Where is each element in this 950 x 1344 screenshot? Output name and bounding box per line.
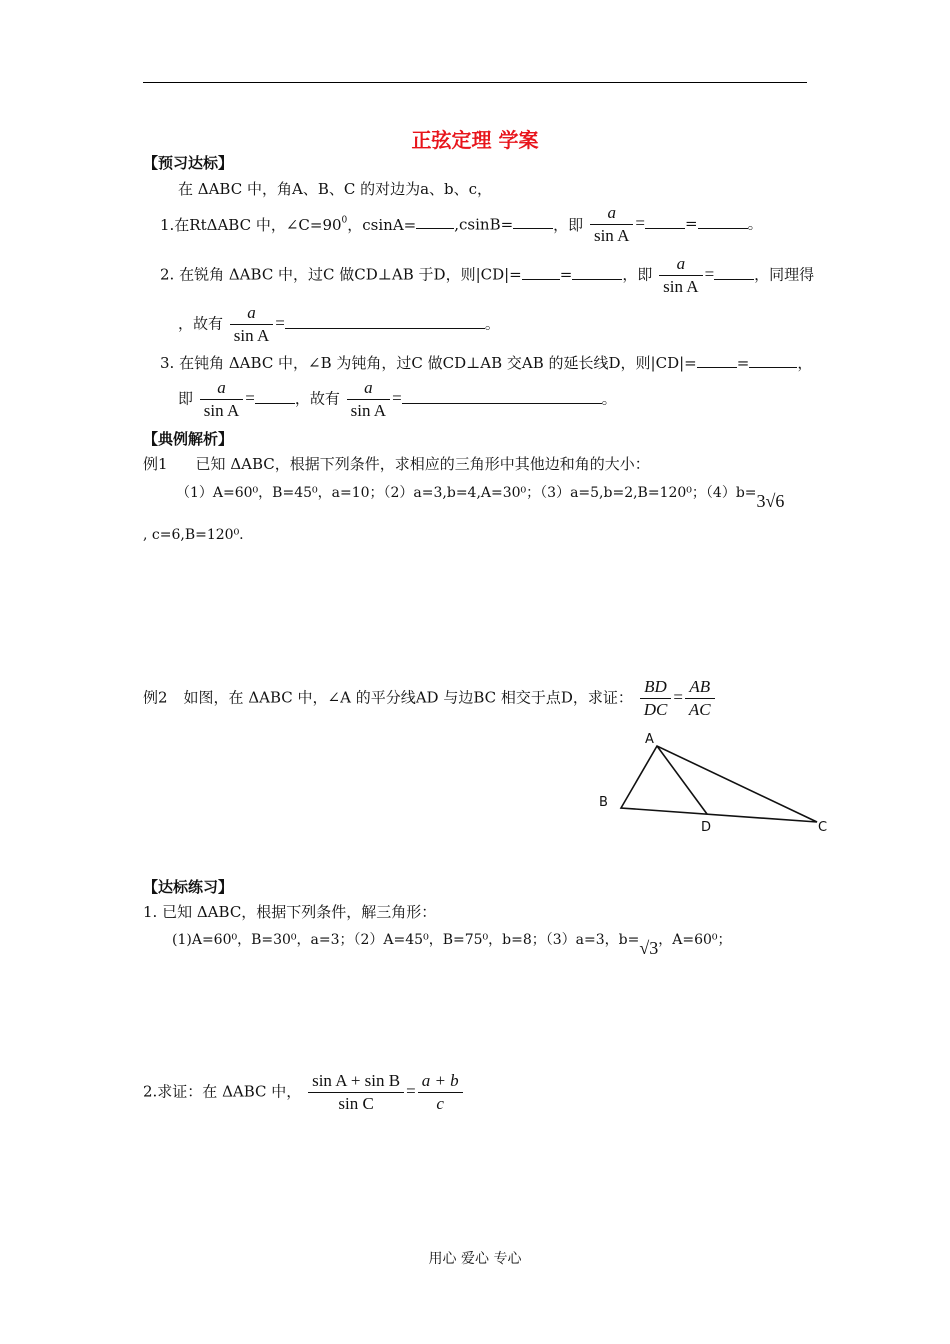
question-2: 2. 在锐角 ΔABC 中，过C 做CD⊥AB 于D，则|CD|= = ，即 $\frac{a}{\text{sin A}}$ = ，同理得 bbox=[160, 254, 815, 296]
fraction-a-over-sinA: $\frac{a}{\text{sin A}}$ bbox=[590, 202, 633, 247]
fraction-ab-ac: $\frac{AB}{AC}$ bbox=[685, 676, 715, 721]
page-title: 正弦定理 学案 bbox=[411, 128, 539, 152]
preview-intro: 在 ΔABC 中，角A、B、C 的对边为a、b、c， bbox=[178, 180, 493, 198]
section-header-examples: 【典例解析】 bbox=[143, 430, 234, 448]
question-3: 3. 在钝角 ΔABC 中，∠B 为钝角，过C 做CD⊥AB 交AB 的延长线D，则|CD|= = ， bbox=[160, 354, 813, 372]
fraction-sin-sum: $\frac{\text{sin A + sin B}}{\text{sin C}}$ bbox=[308, 1070, 404, 1115]
fraction-a-over-sinA: $\frac{a}{\text{sin A}}$ bbox=[659, 253, 702, 298]
vertex-label-c: C bbox=[818, 820, 828, 835]
question-1: 1.在RtΔABC 中，$\angle C=90^0$，csinA= ,csinB= ，即 $\frac{a}{\text{sin A}}$ = = 。 bbox=[160, 203, 763, 245]
fraction-ab-c: $\frac{a + b}{c}$ bbox=[418, 1070, 463, 1115]
vertex-label-d: D bbox=[701, 820, 712, 835]
page-footer: 用心 爱心 专心 bbox=[428, 1251, 522, 1267]
vertex-label-b: B bbox=[599, 795, 608, 810]
header-rule bbox=[143, 82, 807, 83]
fraction-a-over-sinA: $\frac{a}{\text{sin A}}$ bbox=[230, 302, 273, 347]
example-1-conditions: （1）A=60⁰，B=45⁰，a=10；（2）a=3,b=4,A=30⁰；（3）a=5,b=2,B=120⁰；（4）b=3√6 bbox=[176, 485, 785, 511]
section-header-practice: 【达标练习】 bbox=[143, 878, 234, 896]
triangle-abc bbox=[621, 746, 817, 822]
practice-2: 2.求证：在 ΔABC 中， $\frac{\text{sin A + sin B}}{\text{sin C}}$ = $\frac{a + b}{c}$ bbox=[143, 1070, 465, 1115]
question-3-cont: 即 $\frac{a}{\text{sin A}}$ = ，故有 $\frac{a}{\text{sin A}}$ = 。 bbox=[178, 378, 617, 420]
example-2: 例2 如图，在 ΔABC 中，∠A 的平分线AD 与边BC 相交于点D，求证： $\frac{BD}{DC}$ = $\frac{AB}{AC}$ bbox=[143, 676, 717, 721]
question-2-cont: ，故有 $\frac{a}{\text{sin A}}$ = 。 bbox=[178, 303, 500, 345]
bisector-ad bbox=[657, 746, 707, 814]
vertex-label-a: A bbox=[645, 732, 654, 747]
fraction-bd-dc: $\frac{BD}{DC}$ bbox=[640, 676, 672, 721]
fraction-a-over-sinA: $\frac{a}{\text{sin A}}$ bbox=[200, 377, 243, 422]
example-1: 例1 已知 ΔABC，根据下列条件，求相应的三角形中其他边和角的大小： bbox=[143, 455, 650, 473]
practice-1-conditions: (1)A=60⁰，B=30⁰，a=3；（2）A=45⁰，B=75⁰，b=8；（3）a=3，b=√3，A=60⁰； bbox=[172, 932, 732, 958]
section-header-preview: 【预习达标】 bbox=[143, 154, 234, 172]
practice-1: 1. 已知 ΔABC，根据下列条件，解三角形： bbox=[143, 903, 437, 921]
example-1-conditions-cont: , c=6,B=120⁰. bbox=[143, 527, 244, 543]
fraction-a-over-sinA: $\frac{a}{\text{sin A}}$ bbox=[347, 377, 390, 422]
triangle-figure bbox=[595, 728, 840, 838]
